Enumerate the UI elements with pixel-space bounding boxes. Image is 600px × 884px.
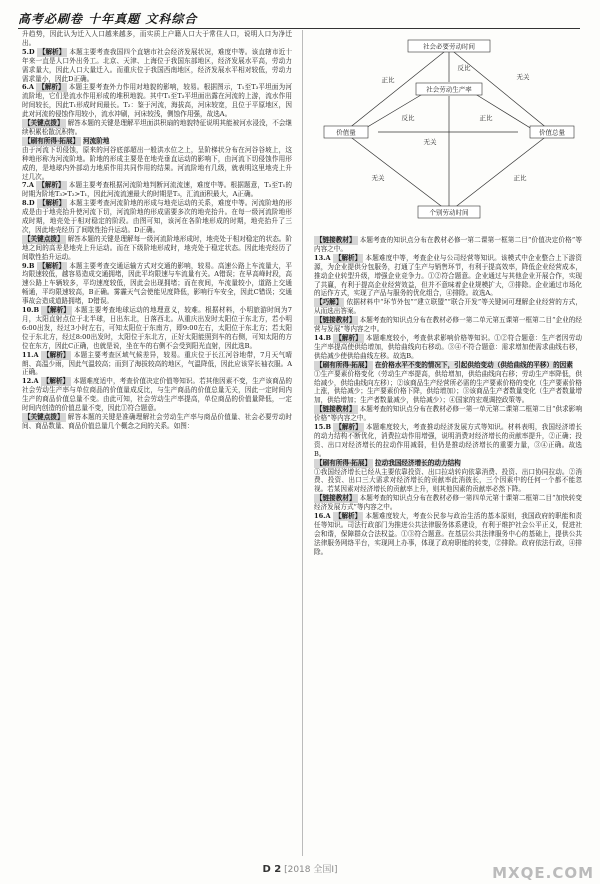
answer-q11: 11.A 【解析】 本题主要考查区域气候差异，较易。重庆位于长江河谷地带，7月天气晴朗、高温少雨，因此气温较高；而到了海拔较高的地区，气温降低，因此应该穿长袖衣服。A正确。 [22, 350, 292, 377]
textbook-link-q15: 【链接教材】 本题考查的知识点分布在教材必修一第四单元第十课第二框第二目“加快转变经济发展方式”等内容之中。 [314, 494, 582, 512]
node-value-quantity: 价值量 [336, 128, 356, 137]
answer-q9: 9.B 【解析】 本题主要考查交通运输方式对交通的影响，较易。高速公路上车流量大，平均限速较低，越容易造成交通拥堵，因此平均限速与车流量有关。A错误；在早高峰时段，高速公路上车辆较多，平均速度较低，因此会出现拥堵；而在夜间，车流量较小，道路上交通畅通，平均限速较高，B正确。雾霾天气会使能见度降低，影响行车安全，因此C错误；交通事故会造成道路拥堵，D错误。 [22, 261, 292, 306]
relation-label: 无关 [516, 73, 530, 81]
node-social-necessary-labor-time: 社会必要劳动时间 [423, 42, 475, 51]
value-relationship-diagram [318, 34, 580, 232]
relation-label: 无关 [371, 174, 385, 182]
edge-center-right [472, 92, 532, 129]
relation-label: 反比 [401, 114, 415, 122]
node-total-value: 价值总量 [539, 128, 565, 137]
extension-q15: 【刷有所得·拓展】 拉动我国经济增长的动力结构 [316, 458, 461, 467]
source-label: [2018 全国Ⅰ] [284, 865, 338, 875]
edge-center-left [364, 92, 426, 129]
node-individual-labor-time: 个别劳动时间 [429, 208, 469, 217]
answer-q13: 13.A 【解析】 本题难度中等，考查企业与公司经营等知识。该模式中企业整合上下游资源，为企业提供分包服务，打通了生产与销售环节，有利于提高效率，降低企业经营成本，推动企业转型升级，增强企业竞争力。①②符合题意。企业通过与其他企业开展合作，实现了共赢，有利于提高企业经营效益，但并不意味着企业规模扩大，③排除。企业通过市场化的运作方式，实现了产品与服务的优化组合，④排除。故选A。 [314, 253, 582, 298]
textbook-link-q13: 【链接教材】 本题考查的知识点分布在教材必修一第二单元第五课第一框第二目“企业的经营与发展”等内容之中。 [314, 316, 582, 334]
relation-label: 正比 [513, 174, 527, 182]
extension-q14: 【刷有所得·拓展】 在价格水平不变的情况下，引起供给变动（供给曲线的平移）的因素 [316, 360, 573, 369]
column-divider [302, 30, 303, 856]
watermark: MXQE.COM [492, 864, 594, 882]
relation-label: 正比 [381, 76, 395, 84]
answer-q6: 6.A 【解析】 本题主要考查外力作用对地貌的影响，较易。根据图示，T₁至T₃平坦面为河流阶地，它们是流水作用形成的堆积地貌。其中T₁至T₃平坦面出露在河流的上游，流水作用时间较长，因此T₁形成时间最长。T₂：鉴于河流，海拔高，河床较宽，且位于平原地区，因此对河流的侵蚀作用较小，流水冲刷，河床较浅，侧蚀作用强，故选A。 [22, 83, 292, 119]
answer-q15: 15.B 【解析】 本题难度较大，考查推动经济发展方式等知识。材料表明，我国经济增长的动力结构不断优化，消费拉动作用增强，说明消费对经济增长的贡献率提升，②正确；投资、出口对经济增长的拉动作用减弱，但仍是推动经济增长的重要力量，③④正确。故选B。 [314, 423, 582, 458]
edge-bottom-right [449, 135, 548, 212]
extension-q6-body: 由于河流下切侵蚀，原来的河谷底部超出一般洪水位之上，呈阶梯状分布在河谷谷坡上，这种地形称为河流阶地。阶地的形成主要是在地壳垂直运动的影响下，由河流下切侵蚀作用形成的，是地球内外部动力地质作用共同作用的结果。河流阶地有几级，就表明这里地壳上升过几次。 [22, 145, 292, 181]
answer-q7: 7.A 【解析】 本题主要考查根据河流阶地判断河流流速，难度中等。根据题意，T₃至T₁的时期为阶地T₃>T₂>T₁，因此河流流速最大的时期是T₃，汇流面积最大，A正确。 [22, 181, 292, 199]
key-point-q12: 【关键点拨】 解答本题的关键是准确理解社会劳动生产率与商品价值量、社会必要劳动时间、商品数量、商品价值总量几个概念之间的关系。如图： [22, 412, 292, 430]
quick-solution-q13: 【巧解】 依据材料中“环节外包”“建立联盟”“联合开发”等关键词可理解企业经营的方式，从而选出答案。 [314, 298, 582, 316]
relation-label: 无关 [423, 138, 437, 146]
node-social-labor-productivity: 社会劳动生产率 [426, 85, 472, 94]
extension-q15-body: ①我国经济增长已经从主要依靠投资、出口拉动转向依靠消费、投资、出口协同拉动。②消费、投资、出口三大需求对经济增长的贡献率此消彼长，三个因素中的任何一个都不能忽视。若某因素对经济增长的贡献率上升，则其他因素的贡献率必然下降。 [314, 467, 582, 494]
page-header [18, 8, 580, 29]
answer-q10: 10.B 【解析】 本题主要考查地球运动的地理意义，较难。根据材料，小明旅游时间为7月，太阳直射点位于北半球，日出东北，日落西北。从重庆出发时太阳位于东北方，若小明6:00出发，经过3小时左右，可知太阳位于东南方，即9:00左右，太阳位于东北方；若太阳位于东北方，经过8:00出发时，太阳位于东北方，正好太阳能照到车的右侧，可知太阳的方位在东方，因此C正确，也就是说，坐在车的右侧不会受到阳光直射，因此选B。 [22, 306, 292, 350]
textbook-link-q12: 【链接教材】 本题考查的知识点分布在教材必修一第二课第一框第二目“价值决定价格”等内容之中。 [314, 236, 582, 253]
relation-label: 反比 [457, 64, 471, 72]
answer-q14: 14.B 【解析】 本题难度较小，考查供求影响价格等知识。①②符合题意：生产者因劳动生产率提高使供给增加，供给曲线向右移动。③④不符合题意：需求增加使需求曲线右移，供给减少使供给曲线左移。故选B。 [314, 333, 582, 360]
answer-q8: 8.D 【解析】 本题主要考查河流阶地的形成与地壳运动的关系，难度中等。河流阶地的形成是由于地壳抬升使河流下切，河流阶地的形成需要多次的地壳抬升。在每一级河流阶地形成时期，地壳处于相对稳定的阶段。由图可知，该河在各阶地形成的时期，地壳抬升了三次，因此地壳经历了间歇性抬升运动。D正确。 [22, 199, 292, 234]
textbook-link-q14: 【链接教材】 本题考查的知识点分布在教材必修一第一单元第二课第二框第二目“供求影响价格”等内容之中。 [314, 405, 582, 423]
answer-q16: 16.A 【解析】 本题难度较大，考查公民参与政治生活的基本原则，我国政府的职能和责任等知识。司法行政部门为推进公共法律服务体系建设，有利于维护社会公平正义，促进社会和谐，保障群众合法权益。①③符合题意。在基层公共法律服务中心的基础上，提供公共法律服务网络平台，实现网上办事，体现了政府职能的转变，②排除。政府依法行政，④排除。 [314, 512, 582, 556]
answer-q5: 5.D 【解析】 本题主要考查我国四个直辖市社会经济发展状况，难度中等。该直辖市近十年来一直是人口外出务工。北京、天津、上海位于我国东部地区，经济发展水平高，劳动力需求量大，因此人口大量迁入。而重庆位于我国西南地区，经济发展水平相对较低，劳动力需求量小，因此D正确。 [22, 47, 292, 83]
relation-label: 正比 [479, 114, 493, 122]
left-column [22, 30, 292, 431]
edge-bottom-left [348, 135, 449, 212]
answer-q12: 12.A 【解析】 本题难度适中，考查价值决定价值等知识。若其他因素不变，生产该商品的社会劳动生产率与单位商品的价值量成反比，与生产商品的价值总量无关，因此一定时间内生产的商品价值总量不变。由此可知，社会劳动生产率提高，单位商品的价值量降低，一定时间内创造的价值总量不变，因此①符合题意。 [22, 377, 292, 413]
paragraph: 升趋势，因此认为迁入人口越来越多，而实质上户籍人口大于常住人口，说明人口为净迁出。 [22, 30, 292, 47]
key-point-q8: 【关键点拨】 解答本题的关键是理解每一级河流阶地形成时，地壳处于相对稳定的状态。阶地之间的高差是地壳上升运动。而在下级阶地形成时，地壳处于稳定状态。因此地壳经历了间歇性抬升运动。 [22, 234, 292, 261]
page-number: D 2 [262, 864, 282, 875]
header-title: 高考必刷卷 十年真题 文科综合 [18, 12, 198, 26]
extension-q14-body: ①生产要素价格变化（劳动生产率提高，供给增加，供给曲线向右移；劳动生产率降低，供给减少，供给曲线向左移）；②该商品生产经营所必需的生产要素价格的变化（生产要素价格上涨，供给减少；生产要素价格下降，供给增加）；③该商品生产者数量变化（生产者数量增加，供给增加；生产者数量减少，供给减少）；④国家的宏观调控政策等。 [314, 369, 582, 405]
key-point-q6: 【关键点拨】 解答本题的关键是理解平坦面洪积扇的地貌特征说明其能被河水浸没，不会继续积累松散沉积物。 [22, 119, 292, 136]
extension-q6: 【刷有所得·拓展】 河流阶地 [24, 136, 110, 145]
right-column [314, 236, 582, 557]
